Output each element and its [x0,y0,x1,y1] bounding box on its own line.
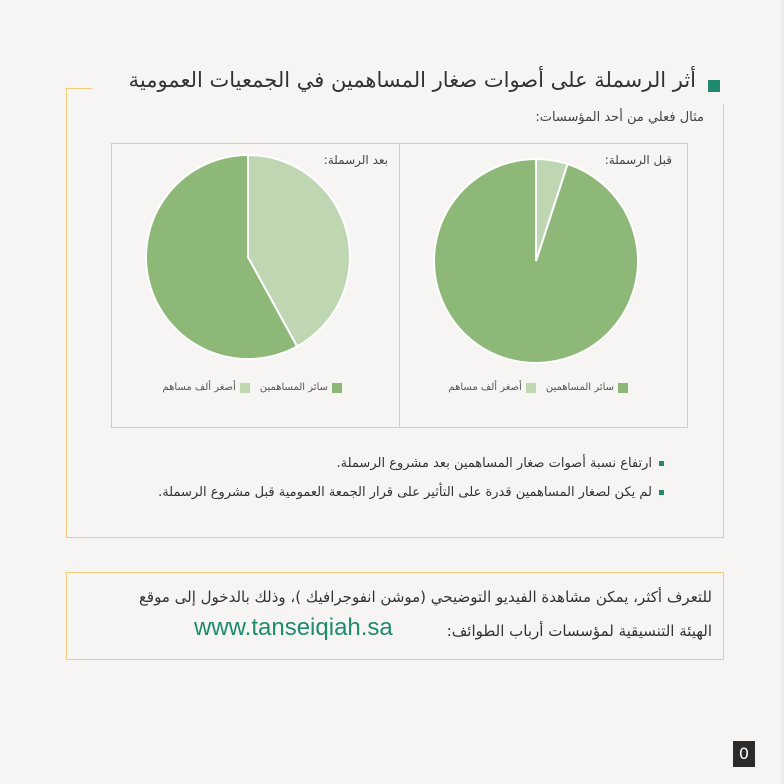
page-subtitle: مثال فعلي من أحد المؤسسات: [535,110,704,125]
chart-after-label: بعد الرسملة: [323,153,388,167]
legend-minor-label: أصغر ألف مساهم [162,382,236,393]
bullet-square-icon [659,461,664,466]
bullet-text: لم يكن لصغار المساهمين قدرة على التأثير على قرار الجمعة العمومية قبل مشروع الرسملة. [158,485,652,500]
website-link[interactable]: www.tanseiqiah.sa [194,614,393,641]
legend-minor-swatch [526,383,536,393]
legend-minor-swatch [240,383,250,393]
legend-major-label: سائر المساهمين [545,382,614,393]
page-number: 0 [733,741,755,767]
charts-divider [399,143,400,428]
chart-before-label: قبل الرسملة: [604,153,672,167]
bullet-item [337,456,664,471]
bullet-square-icon [659,490,664,495]
legend-before [448,382,628,393]
legend-after [162,382,342,393]
title-square-icon [708,80,720,92]
page-title: أثر الرسملة على أصوات صغار المساهمين في الجمعيات العمومية [128,68,696,92]
info-text-line2: الهيئة التنسيقية لمؤسسات أرباب الطوائف: [446,622,712,640]
legend-major-label: سائر المساهمين [259,382,328,393]
legend-major-swatch [332,383,342,393]
info-text-line1: للتعرف أكثر، يمكن مشاهدة الفيديو التوضيحي (موشن انفوجرافيك )، وذلك بالدخول إلى موقع [138,588,712,606]
bullet-item [158,485,664,500]
bullet-text: ارتفاع نسبة أصوات صغار المساهمين بعد مشروع الرسملة. [336,456,652,471]
pie-chart-before [433,158,639,364]
legend-major-swatch [618,383,628,393]
legend-minor-label: أصغر ألف مساهم [448,382,522,393]
info-box [66,572,724,660]
pie-chart-after [145,154,351,360]
